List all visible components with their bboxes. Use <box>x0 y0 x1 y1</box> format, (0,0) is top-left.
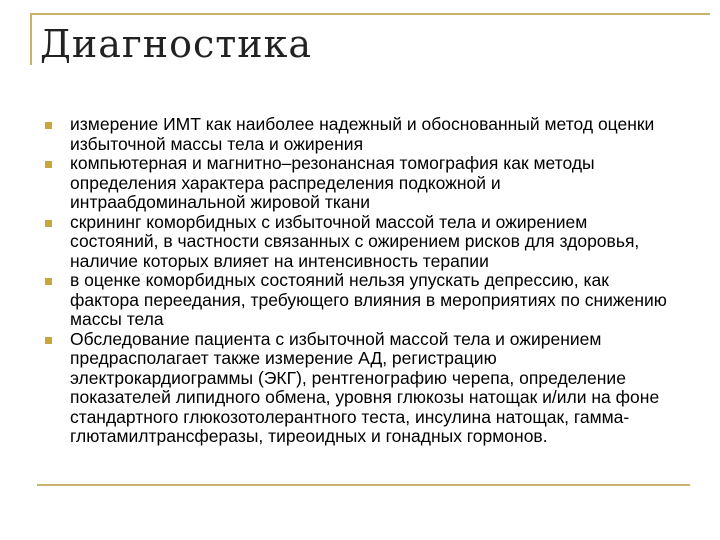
square-bullet-icon <box>45 122 52 129</box>
frame-top-line <box>30 13 710 15</box>
bullet-text: Обследование пациента с избыточной массой тела и ожирением предрасполагает также измерение АД, регистрацию электрокардиограммы (ЭКГ), рентгенографию черепа, определение показателей липидного обмена, уровня глюкозы натощак и/или на фоне стандартного глюкозотолерантного теста, инсулина натощак, гамма-глютамилтрансферазы, тиреоидных и гонадных гормонов. <box>70 328 660 446</box>
slide-title: Диагностика <box>40 22 313 66</box>
frame-left-line <box>30 13 32 65</box>
square-bullet-icon <box>45 278 52 285</box>
bullet-item <box>40 154 680 213</box>
bullet-list <box>40 115 680 447</box>
bullet-item <box>40 330 680 447</box>
bullet-text: компьютерная и магнитно–резонансная томография как методы определения характера распределения подкожной и интраабдоминальной жировой ткани <box>70 153 595 212</box>
square-bullet-icon <box>45 161 52 168</box>
square-bullet-icon <box>45 220 52 227</box>
frame-bottom-line <box>37 484 690 486</box>
bullet-text: измерение ИМТ как наиболее надежный и обоснованный метод оценки избыточной массы тела и ожирения <box>70 114 655 154</box>
square-bullet-icon <box>45 337 52 344</box>
bullet-text: скрининг коморбидных с избыточной массой тела и ожирением состояний, в частности связанных с ожирением рисков для здоровья, наличие которых влияет на интенсивность терапии <box>70 211 640 271</box>
bullet-item <box>40 115 680 154</box>
bullet-text: в оценке коморбидных состояний нельзя упускать депрессию, как фактора переедания, требующего влияния в мероприятиях по снижению массы тела <box>70 270 667 329</box>
bullet-item <box>40 271 680 330</box>
bullet-item <box>40 213 680 272</box>
